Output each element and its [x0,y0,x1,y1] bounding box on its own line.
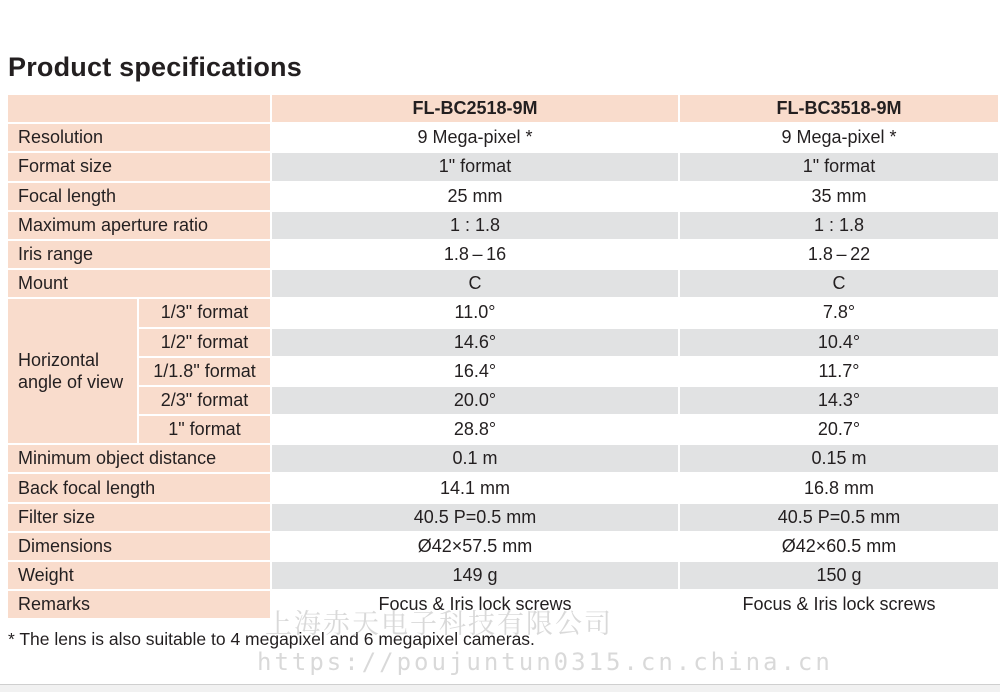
row-label: Filter size [8,502,272,531]
page-title: Product specifications [8,52,302,82]
row-label: Format size [8,151,272,180]
table-row [8,239,1000,268]
row-label: Dimensions [8,531,272,560]
table-row [8,589,1000,618]
cell-value: 28.8° [272,414,680,443]
table-row [8,181,1000,210]
column-header: FL-BC3518-9M [680,93,1000,122]
cell-value: 1" format [272,151,680,180]
cell-value: 20.7° [680,414,1000,443]
watermark-company: 上海赤天电子科技有限公司 [265,609,613,640]
row-label: Maximum aperture ratio [8,210,272,239]
cell-value: 0.15 m [680,443,1000,472]
cell-value: 149 g [272,560,680,589]
format-sublabel: 1/3" format [139,297,272,326]
row-label: Weight [8,560,272,589]
table-row [8,385,1000,414]
column-header: FL-BC2518-9M [272,93,680,122]
cell-value: C [680,268,1000,297]
cell-value: Focus & Iris lock screws [680,589,1000,618]
table-row [8,443,1000,472]
cell-value: 1.8 – 16 [272,239,680,268]
table-row [8,268,1000,297]
table-row [8,210,1000,239]
row-label: Iris range [8,239,272,268]
table-row [8,531,1000,560]
cell-value: 16.4° [272,356,680,385]
format-sublabel: 1/1.8" format [139,356,272,385]
cell-value: 1.8 – 22 [680,239,1000,268]
row-label: Mount [8,268,272,297]
cell-value: 35 mm [680,181,1000,210]
cell-value: 7.8° [680,297,1000,326]
header-corner [8,93,272,122]
row-label: Remarks [8,589,272,618]
table-row [8,502,1000,531]
format-sublabel: 2/3" format [139,385,272,414]
cell-value: 14.6° [272,327,680,356]
row-label: Minimum object distance [8,443,272,472]
cell-value: 1 : 1.8 [272,210,680,239]
spec-table [8,93,1000,618]
table-row [8,297,1000,326]
format-sublabel: 1" format [139,414,272,443]
cell-value: 1 : 1.8 [680,210,1000,239]
cell-value: C [272,268,680,297]
angle-of-view-label: Horizontal angle of view [8,297,139,443]
cell-value: 1" format [680,151,1000,180]
watermark-url: https://poujuntun0315.cn.china.cn [257,648,833,676]
table-row [8,560,1000,589]
cell-value: 10.4° [680,327,1000,356]
row-label: Resolution [8,122,272,151]
table-row [8,414,1000,443]
cell-value: 9 Mega-pixel * [272,122,680,151]
cell-value: 40.5 P=0.5 mm [680,502,1000,531]
cell-value: Ø42×60.5 mm [680,531,1000,560]
table-row [8,327,1000,356]
cell-value: 20.0° [272,385,680,414]
table-row [8,472,1000,501]
format-sublabel: 1/2" format [139,327,272,356]
row-label: Back focal length [8,472,272,501]
cell-value: 150 g [680,560,1000,589]
cell-value: Focus & Iris lock screws [272,589,680,618]
cell-value: 25 mm [272,181,680,210]
table-row [8,151,1000,180]
cell-value: 14.3° [680,385,1000,414]
cell-value: 0.1 m [272,443,680,472]
cell-value: 14.1 mm [272,472,680,501]
cell-value: 9 Mega-pixel * [680,122,1000,151]
footnote: * The lens is also suitable to 4 megapixel and 6 megapixel cameras. [8,629,535,649]
row-label: Focal length [8,181,272,210]
cell-value: Ø42×57.5 mm [272,531,680,560]
cell-value: 11.0° [272,297,680,326]
cell-value: 40.5 P=0.5 mm [272,502,680,531]
cell-value: 16.8 mm [680,472,1000,501]
table-row [8,122,1000,151]
table-row [8,356,1000,385]
table-header-row [8,93,1000,122]
cell-value: 11.7° [680,356,1000,385]
